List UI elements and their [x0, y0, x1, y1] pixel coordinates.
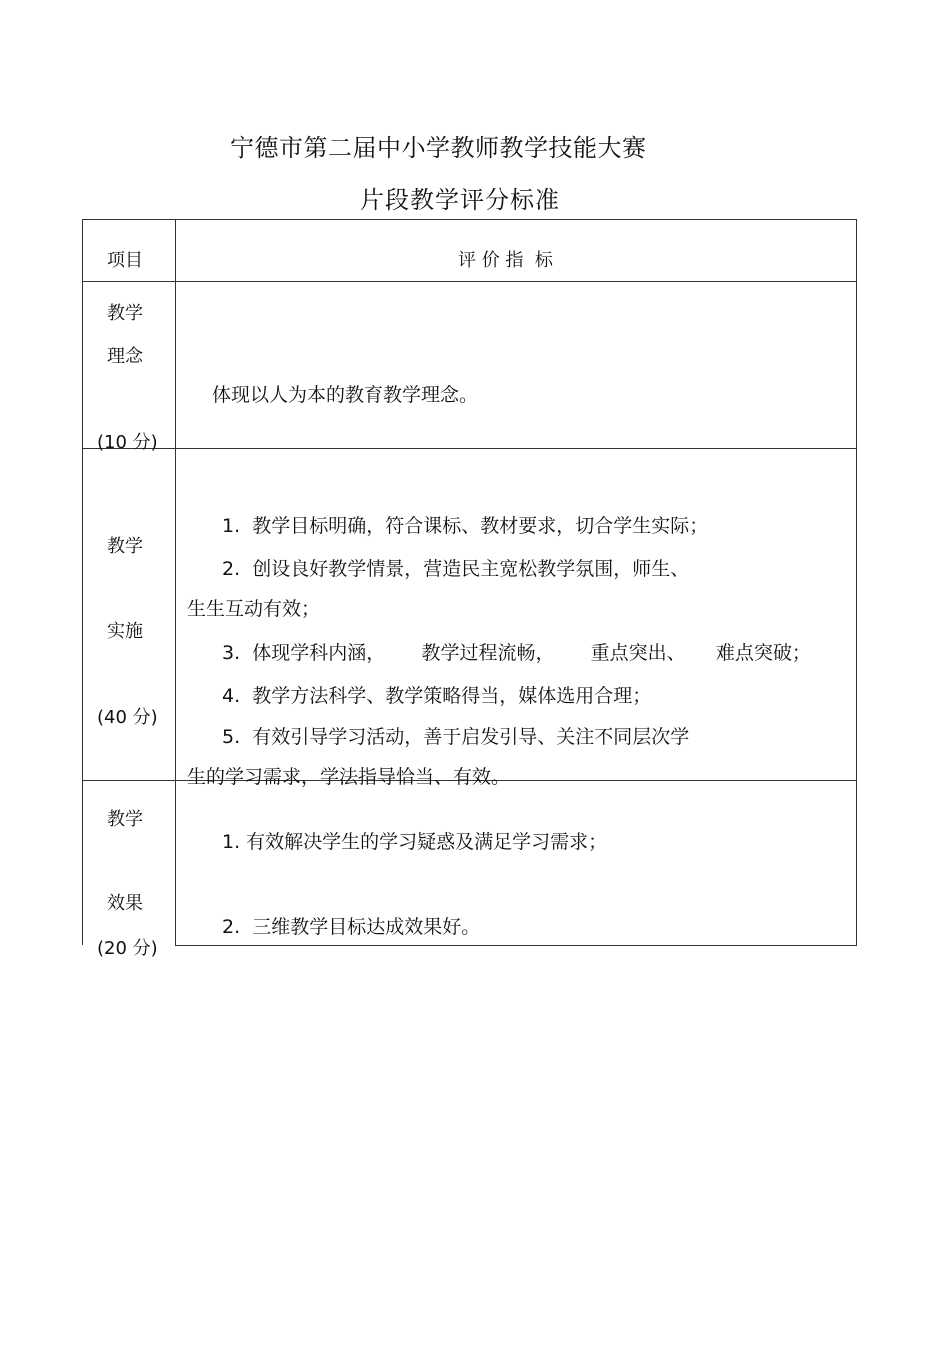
row2-criteria-line5: 4. 教学方法科学、教学策略得当，媒体选用合理；	[222, 685, 652, 707]
row2-label-line2: 实施	[107, 621, 143, 642]
row2-criteria-line1: 1. 教学目标明确，符合课标、教材要求，切合学生实际；	[222, 515, 709, 537]
table-column-divider	[175, 219, 176, 945]
row3-label-line1: 教学	[107, 809, 143, 830]
document-subtitle: 片段教学评分标准	[360, 186, 560, 214]
row3-criteria-line2: 2. 三维教学目标达成效果好。	[222, 916, 481, 938]
row1-label-line2: 理念	[107, 346, 143, 367]
row2-criteria-line4: 3. 体现学科内涵， 教学过程流畅， 重点突出、 难点突破；	[222, 642, 811, 664]
header-item: 项目	[107, 250, 143, 271]
document-title: 宁德市第二届中小学教师教学技能大赛	[230, 134, 647, 162]
row1-score: (10 分)	[97, 432, 158, 453]
header-criteria: 评 价 指 标	[458, 250, 553, 271]
table-divider-row1	[82, 448, 857, 449]
table-border-right	[856, 219, 857, 946]
row2-criteria-line3: 生生互动有效；	[187, 598, 321, 620]
table-border-bottom	[175, 945, 857, 946]
row3-score: (20 分)	[97, 938, 158, 959]
row2-label-line1: 教学	[107, 536, 143, 557]
row1-label-line1: 教学	[107, 303, 143, 324]
row2-criteria-line6: 5. 有效引导学习活动，善于启发引导、关注不同层次学	[222, 726, 690, 748]
row3-label-line2: 效果	[107, 893, 143, 914]
row1-criteria-line1: 体现以人为本的教育教学理念。	[212, 384, 479, 406]
row3-criteria-line1: 1. 有效解决学生的学习疑惑及满足学习需求；	[222, 831, 608, 853]
table-border-left	[82, 219, 83, 945]
table-divider-header	[82, 281, 857, 282]
row2-score: (40 分)	[97, 707, 158, 728]
table-border-top	[82, 219, 857, 220]
row2-criteria-line2: 2. 创设良好教学情景，营造民主宽松教学氛围，师生、	[222, 558, 690, 580]
row2-criteria-line7: 生的学习需求，学法指导恰当、有效。	[187, 766, 511, 788]
